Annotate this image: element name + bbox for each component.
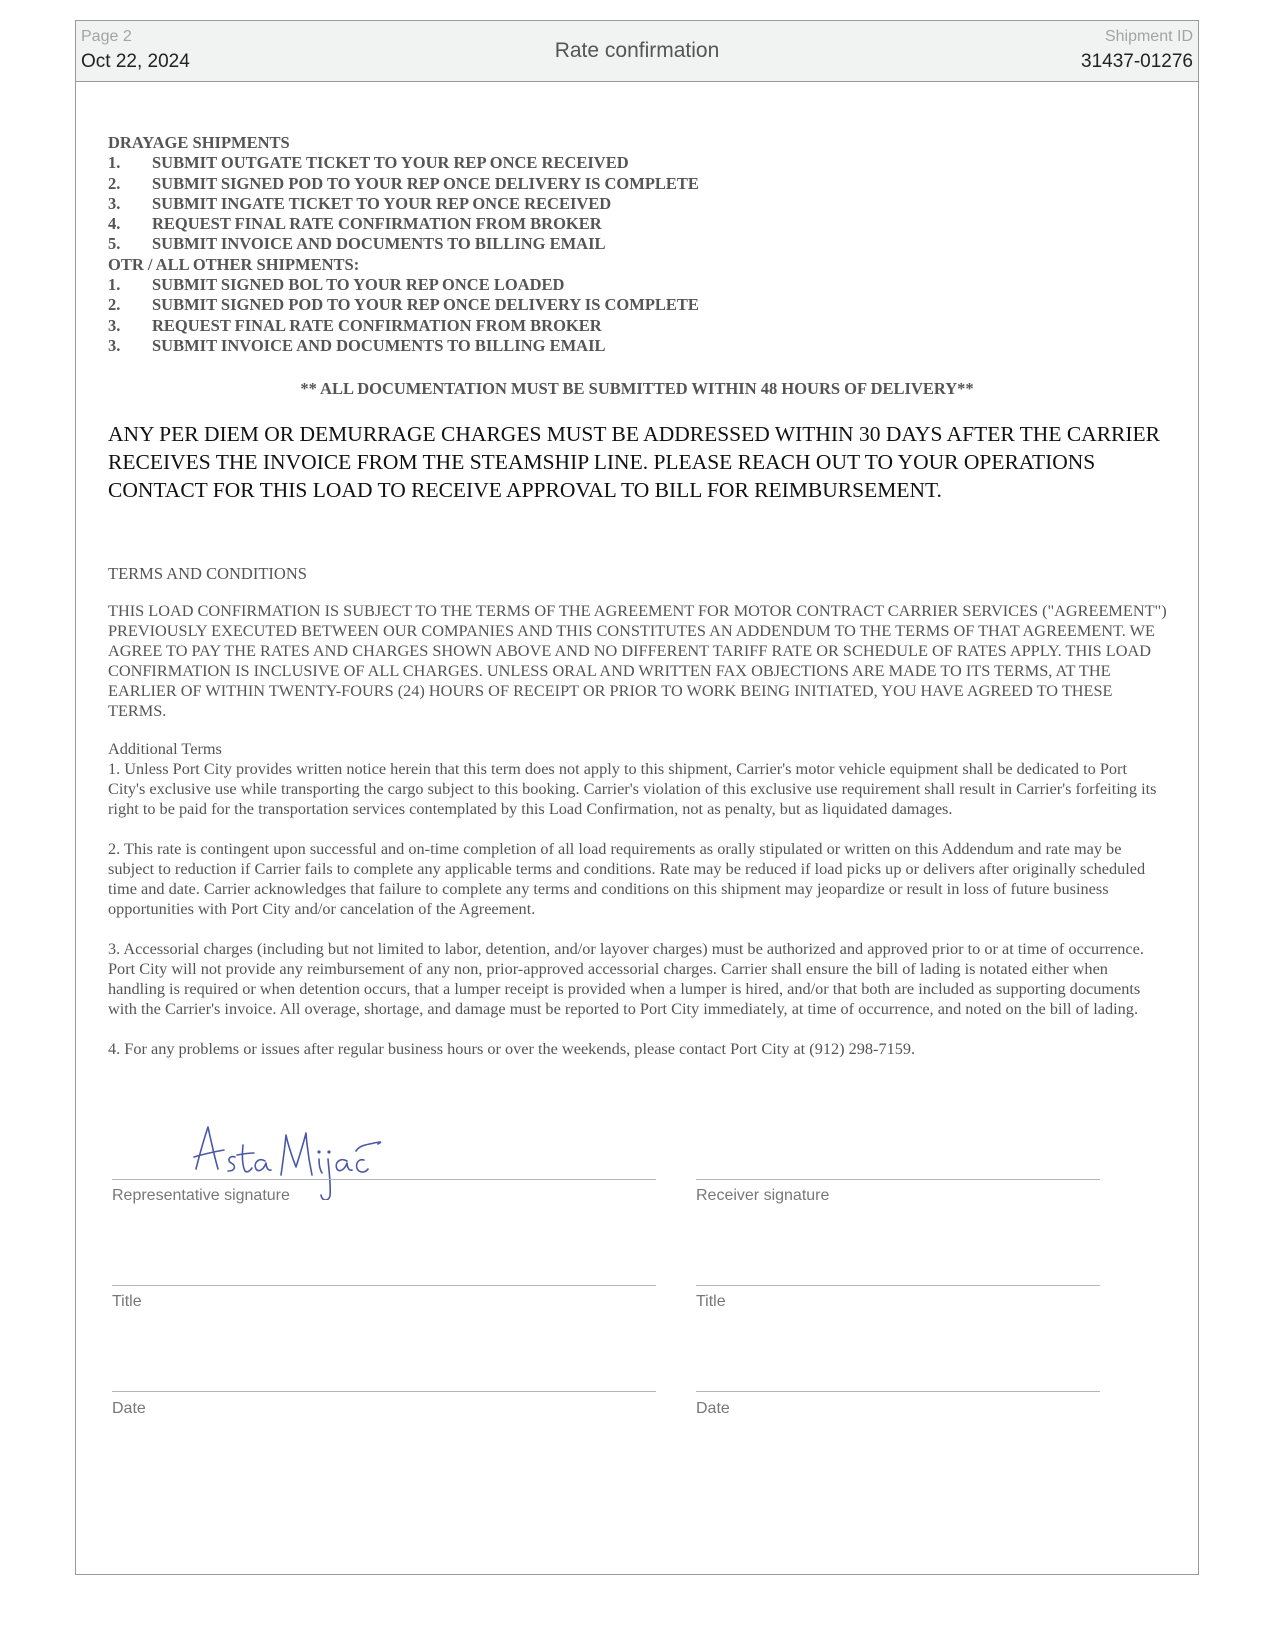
receiver-date-line[interactable] — [696, 1391, 1100, 1392]
list-item: 5. SUBMIT INVOICE AND DOCUMENTS TO BILLING EMAIL — [108, 234, 606, 254]
receiver-date-label: Date — [696, 1400, 730, 1417]
term-item: 4. For any problems or issues after regular business hours or over the weekends, please contact Port City at (912) 298-7159. — [108, 1039, 916, 1058]
list-item: 1. SUBMIT OUTGATE TICKET TO YOUR REP ONCE RECEIVED — [108, 153, 629, 173]
receiver-title-line[interactable] — [696, 1285, 1100, 1286]
documentation-notice: ** ALL DOCUMENTATION MUST BE SUBMITTED WITHIN 48 HOURS OF DELIVERY** — [300, 379, 974, 398]
additional-terms — [108, 739, 1168, 1079]
instructions-block — [108, 133, 1168, 356]
list-item: 3. SUBMIT INVOICE AND DOCUMENTS TO BILLING EMAIL — [108, 335, 606, 355]
page-number: Page 2 — [81, 28, 132, 45]
shipment-id-label: Shipment ID — [1104, 28, 1193, 45]
representative-date-line[interactable] — [112, 1391, 656, 1392]
representative-signature-label: Representative signature — [112, 1187, 290, 1204]
term-item: 1. Unless Port City provides written notice herein that this term does not apply to this shipment, Carrier's motor vehicle equipment shall be dedicated to Port City's exclusive use while transporting the cargo subject to this booking. Carrier's violation of this exclusive use requirement shall result in Carrier's forfeiting its right to be paid for the transportation services contemplated by this Load Confirmation, not as penalty, but as liquidated damages. — [108, 759, 1157, 818]
document-date: Oct 22, 2024 — [81, 51, 190, 72]
receiver-title-label: Title — [696, 1293, 726, 1310]
drayage-heading: DRAYAGE SHIPMENTS — [108, 133, 290, 152]
receiver-signature-line[interactable] — [696, 1179, 1100, 1180]
representative-signature-image — [118, 1105, 388, 1200]
list-item: 1. SUBMIT SIGNED BOL TO YOUR REP ONCE LOADED — [108, 275, 565, 295]
list-item: 4. REQUEST FINAL RATE CONFIRMATION FROM BROKER — [108, 214, 602, 234]
terms-heading: TERMS AND CONDITIONS — [108, 564, 307, 583]
document-frame — [75, 20, 1199, 1575]
per-diem-notice: ANY PER DIEM OR DEMURRAGE CHARGES MUST BE ADDRESSED WITHIN 30 DAYS AFTER THE CARRIER RECEIVES THE INVOICE FROM THE STEAMSHIP LINE. PLEASE REACH OUT TO YOUR OPERATIONS CONTACT FOR THIS LOAD TO RECEIVE APPROVAL TO BILL FOR REIMBURSEMENT. — [108, 422, 1161, 502]
page-title: Rate confirmation — [554, 39, 720, 62]
representative-signature-line[interactable] — [112, 1179, 656, 1180]
representative-date-label: Date — [112, 1400, 146, 1417]
receiver-signature-label: Receiver signature — [696, 1187, 830, 1204]
terms-body: THIS LOAD CONFIRMATION IS SUBJECT TO THE TERMS OF THE AGREEMENT FOR MOTOR CONTRACT CARRIER SERVICES ("AGREEMENT") PREVIOUSLY EXECUTED BETWEEN OUR COMPANIES AND THIS CONSTITUTES AN ADDENDUM TO THE TERMS OF THAT AGREEMENT. WE AGREE TO PAY THE RATES AND CHARGES SHOWN ABOVE AND NO DIFFERENT TARIFF RATE OR SCHEDULE OF RATES APPLY. THIS LOAD CONFIRMATION IS INCLUSIVE OF ALL CHARGES. UNLESS ORAL AND WRITTEN FAX OBJECTIONS ARE MADE TO ITS TERMS, AT THE EARLIER OF WITHIN TWENTY-FOURS (24) HOURS OF RECEIPT OR PRIOR TO WORK BEING INITIATED, YOU HAVE AGREED TO THESE TERMS. — [108, 601, 1167, 720]
term-item: 2. This rate is contingent upon successful and on-time completion of all load requirements as orally stipulated or written on this Addendum and rate may be subject to reduction if Carrier fails to complete any applicable terms and conditions. Rate may be reduced if load picks up or delivers after originally scheduled time and date. Carrier acknowledges that failure to complete any terms and conditions on this shipment may jeopardize or result in loss of future business opportunities with Port City and/or cancelation of the Agreement. — [108, 839, 1146, 918]
term-item: 3. Accessorial charges (including but not limited to labor, detention, and/or layover charges) must be authorized and approved prior to or at time of occurrence. Port City will not provide any reimbursement of any non, prior-approved accessorial charges. Carrier shall ensure the bill of lading is notated either when handling is required or when detention occurs, that a lumper receipt is provided when a lumper is hired, and/or that both are included as supporting documents with the Carrier's invoice. All overage, shortage, and damage must be reported to Port City immediately, at time of occurrence, and noted on the bill of lading. — [108, 939, 1144, 1018]
list-item: 2. SUBMIT SIGNED POD TO YOUR REP ONCE DELIVERY IS COMPLETE — [108, 173, 699, 193]
list-item: 3. SUBMIT INGATE TICKET TO YOUR REP ONCE RECEIVED — [108, 193, 612, 213]
page-header — [76, 21, 1198, 82]
list-item: 3. REQUEST FINAL RATE CONFIRMATION FROM BROKER — [108, 315, 602, 335]
list-item: 2. SUBMIT SIGNED POD TO YOUR REP ONCE DELIVERY IS COMPLETE — [108, 295, 699, 315]
representative-title-label: Title — [112, 1293, 142, 1310]
additional-terms-heading: Additional Terms — [108, 739, 222, 758]
representative-title-line[interactable] — [112, 1285, 656, 1286]
otr-heading: OTR / ALL OTHER SHIPMENTS: — [108, 254, 360, 274]
shipment-id-value: 31437-01276 — [1081, 51, 1193, 72]
